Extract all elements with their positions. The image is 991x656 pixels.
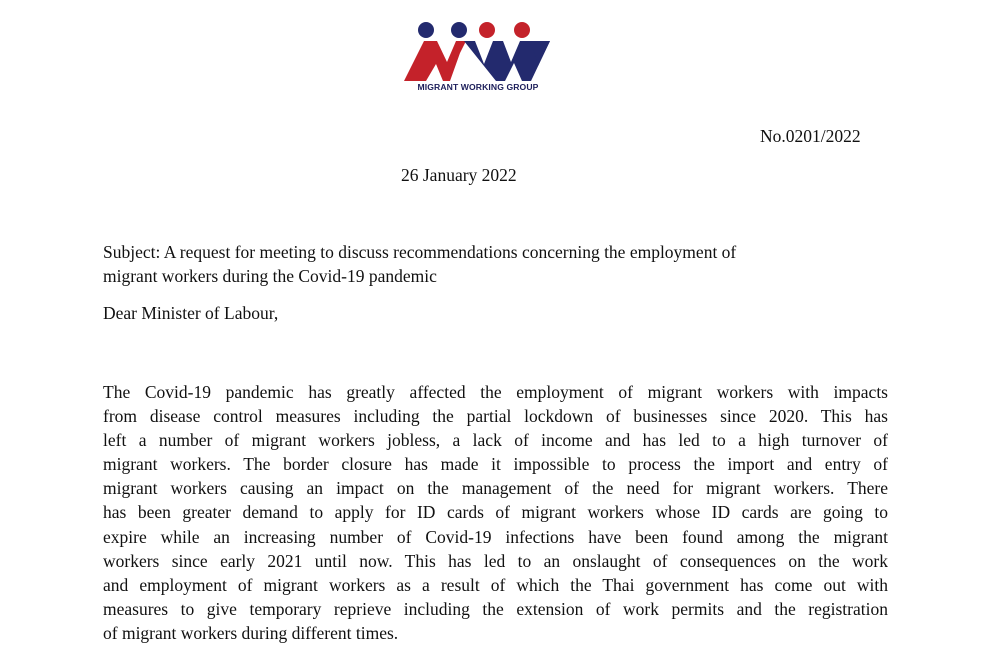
- mwg-logo: [404, 20, 554, 95]
- paragraph-line: and employment of migrant workers as a result of which the Thai government has come out with: [103, 574, 888, 595]
- subject-line: [103, 240, 893, 288]
- paragraph-line: from disease control measures including the partial lockdown of businesses since 2020. This has: [103, 406, 888, 427]
- body-paragraph: [103, 380, 888, 645]
- subject-line-2: migrant workers during the Covid-19 pandemic: [103, 266, 437, 286]
- subject-line-1: Subject: A request for meeting to discuss recommendations concerning the employment of: [103, 242, 737, 262]
- paragraph-line: workers since early 2021 until now. This has led to an onslaught of consequences on the work: [103, 550, 888, 571]
- letter-date: 26 January 2022: [401, 165, 517, 185]
- reference-number: No.0201/2022: [760, 126, 861, 146]
- paragraph-line: expire while an increasing number of Covid-19 infections have been found among the migrant: [103, 526, 888, 547]
- paragraph-line: measures to give temporary reprieve including the extension of work permits and the registration: [103, 598, 888, 619]
- mwg-logo-mark: [404, 20, 552, 82]
- paragraph-line: of migrant workers during different times.: [103, 622, 399, 643]
- paragraph-line: migrant workers. The border closure has made it impossible to process the import and entry of: [103, 454, 888, 475]
- paragraph-line: The Covid-19 pandemic has greatly affected the employment of migrant workers with impacts: [103, 382, 888, 402]
- salutation: Dear Minister of Labour,: [103, 303, 279, 323]
- paragraph-line: has been greater demand to apply for ID cards of migrant workers whose ID cards are going to: [103, 502, 888, 523]
- paragraph-line: left a number of migrant workers jobless, a lack of income and has led to a high turnover of: [103, 430, 888, 451]
- org-name: MIGRANT WORKING GROUP: [417, 82, 539, 92]
- paragraph-line: migrant workers causing an impact on the management of the need for migrant workers. There: [103, 478, 888, 499]
